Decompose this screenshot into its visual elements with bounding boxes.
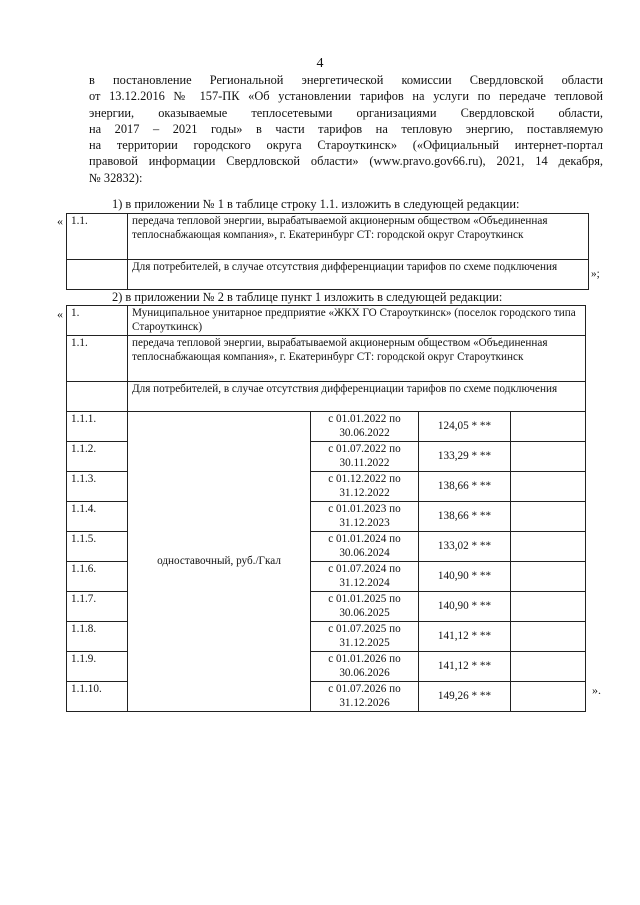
intro-line: на территории городского округа Староуткинск» («Официальный интернет-портал <box>89 138 603 153</box>
table-2 <box>66 305 586 712</box>
row-num: 1.1.10. <box>67 682 128 712</box>
row-value: 141,12 * ** <box>419 652 511 682</box>
intro-line: в постановление Региональной энергетической комиссии Свердловской области <box>89 73 603 87</box>
row-period: с 01.01.2023 по 31.12.2023 <box>311 502 419 532</box>
intro-line: энергии, оказываемые теплосетевыми организациями Свердловской области, <box>89 105 603 120</box>
intro-paragraph <box>89 72 603 186</box>
table1-num: 1.1. <box>67 214 128 260</box>
item-1-text: 1) в приложении № 1 в таблице строку 1.1. изложить в следующей редакции: <box>112 197 520 211</box>
table2-org-num: 1. <box>67 306 128 336</box>
row-value: 141,12 * ** <box>419 622 511 652</box>
table2-sub-num: 1.1. <box>67 336 128 382</box>
row-num: 1.1.9. <box>67 652 128 682</box>
row-period: с 01.01.2024 по 30.06.2024 <box>311 532 419 562</box>
row-value: 133,29 * ** <box>419 442 511 472</box>
row-period: с 01.01.2026 по 30.06.2026 <box>311 652 419 682</box>
table2-org-name: Муниципальное унитарное предприятие «ЖКХ ГО Староуткинск» (поселок городского типа Староуткинск) <box>128 306 586 336</box>
row-num: 1.1.8. <box>67 622 128 652</box>
row-value: 138,66 * ** <box>419 502 511 532</box>
row-num: 1.1.2. <box>67 442 128 472</box>
row-value: 149,26 * ** <box>419 682 511 712</box>
table1-desc: передача тепловой энергии, вырабатываемой акционерным обществом «Объединенная теплоснабжающая компания», г. Екатеринбург СТ: городской округ Староуткинск <box>128 214 589 260</box>
quote-close-1: »; <box>591 267 600 280</box>
quote-close-2: ». <box>592 683 601 697</box>
row-value: 140,90 * ** <box>419 592 511 622</box>
table2-sub-desc: передача тепловой энергии, вырабатываемой акционерным обществом «Объединенная теплоснабжающая компания», г. Екатеринбург СТ: городской округ Староуткинск <box>128 336 586 382</box>
intro-line: правовой информации Свердловской области» (www.pravo.gov66.ru), 2021, 14 декабря, <box>89 154 603 169</box>
row-period: с 01.07.2026 по 31.12.2026 <box>311 682 419 712</box>
row-value: 133,02 * ** <box>419 532 511 562</box>
row-num: 1.1.1. <box>67 412 128 442</box>
row-period: с 01.01.2025 по 30.06.2025 <box>311 592 419 622</box>
quote-open-2: « <box>57 307 63 321</box>
row-period: с 01.07.2025 по 31.12.2025 <box>311 622 419 652</box>
row-period: с 01.07.2022 по 30.11.2022 <box>311 442 419 472</box>
table1-consumers: Для потребителей, в случае отсутствия дифференциации тарифов по схеме подключения <box>128 260 589 290</box>
row-value: 124,05 * ** <box>419 412 511 442</box>
table2-consumers: Для потребителей, в случае отсутствия дифференциации тарифов по схеме подключения <box>128 382 586 412</box>
row-period: с 01.12.2022 по 31.12.2022 <box>311 472 419 502</box>
item-2-text: 2) в приложении № 2 в таблице пункт 1 изложить в следующей редакции: <box>112 290 503 304</box>
row-period: с 01.01.2022 по 30.06.2022 <box>311 412 419 442</box>
page-number: 4 <box>316 56 324 71</box>
row-period: с 01.07.2024 по 31.12.2024 <box>311 562 419 592</box>
row-num: 1.1.4. <box>67 502 128 532</box>
intro-line: от 13.12.2016 № 157-ПК «Об установлении тарифов на услуги по передаче тепловой <box>89 89 603 104</box>
row-num: 1.1.5. <box>67 532 128 562</box>
row-num: 1.1.3. <box>67 472 128 502</box>
row-value: 138,66 * ** <box>419 472 511 502</box>
row-num: 1.1.7. <box>67 592 128 622</box>
row-num: 1.1.6. <box>67 562 128 592</box>
table-1 <box>66 213 614 290</box>
tariff-type: одноставочный, руб./Гкал <box>128 412 311 712</box>
row-value: 140,90 * ** <box>419 562 511 592</box>
intro-line: на 2017 – 2021 годы» в части тарифов на тепловую энергию, поставляемую <box>89 121 603 136</box>
intro-line: № 32832): <box>89 170 143 185</box>
quote-open-1: « <box>57 214 63 228</box>
